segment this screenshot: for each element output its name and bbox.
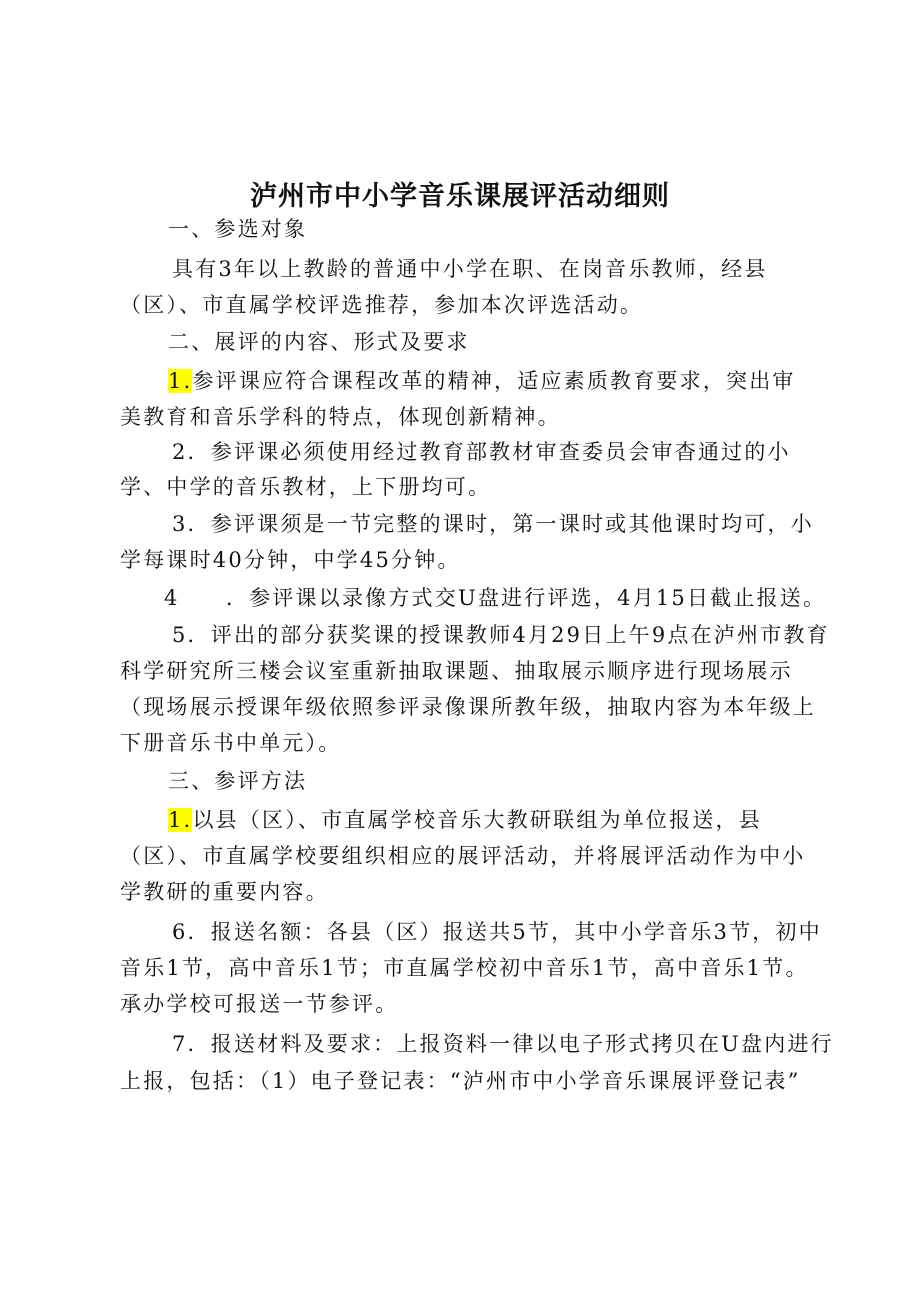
- paragraph-line: 音乐1节，高中音乐1节；市直属学校初中音乐1节，高中音乐1节。: [120, 956, 809, 980]
- paragraph-line: 下册音乐书中单元）。: [120, 731, 342, 755]
- paragraph-line: 5．评出的部分获奖课的授课教师4月29日上午9点在泸州市教育: [172, 623, 830, 647]
- paragraph-line: 具有3年以上教龄的普通中小学在职、在岗音乐教师，经县: [172, 257, 768, 281]
- paragraph-line: 上报，包括：（1）电子登记表：“泸州市中小学音乐课展评登记表”: [120, 1069, 801, 1093]
- section-heading-3: 三、参评方法: [168, 769, 308, 793]
- section-heading-1: 一、参选对象: [168, 217, 308, 241]
- paragraph-line: 6．报送名额：各县（区）报送共5节，其中小学音乐3节，初中: [172, 920, 822, 944]
- paragraph-line: 2．参评课必须使用经过教育部教材审查委员会审杳通过的小: [172, 440, 791, 464]
- highlighted-item-number: 1.: [168, 808, 193, 832]
- paragraph-line: 7．报送材料及要求：上报资料一律以电子形式拷贝在U盘内进行: [172, 1032, 834, 1056]
- paragraph-line: 科学研究所三楼会议室重新抽取课题、抽取展示顺序进行现场展示: [120, 659, 793, 683]
- paragraph-line: 3．参评课须是一节完整的课时，第一课时或其他课时均可，小: [172, 512, 814, 536]
- document-title: 泸州市中小学音乐课展评活动细则: [250, 181, 670, 212]
- highlighted-item-number: 1.: [168, 369, 193, 393]
- paragraph-line: （区）、市直属学校评选推荐，参加本次评选活动。: [120, 293, 644, 317]
- paragraph-line: 4 ．参评课以录像方式交U盘进行评选，4月15日截止报送。: [164, 586, 827, 610]
- paragraph-line: 学、中学的音乐教材，上下册均可。: [120, 475, 492, 499]
- paragraph-line-text: 参评课应符合课程改革的精神，适应素质教育要求，突出审: [192, 369, 796, 393]
- paragraph-line: [168, 366, 796, 396]
- paragraph-line-text: 以县（区）、市直属学校音乐大教研联组为单位报送，县: [192, 808, 762, 832]
- paragraph-line: （现场展示授课年级依照参评录像课所教年级，抽取内容为本年级上: [120, 695, 816, 719]
- paragraph-line: 学每课时40分钟，中学45分钟。: [120, 548, 461, 572]
- paragraph-line: （区）、市直属学校要组织相应的展评活动，并将展评活动作为中小: [120, 844, 806, 868]
- paragraph-line: 学教研的重要内容。: [120, 880, 329, 904]
- paragraph-line: 美教育和音乐学科的特点，体现创新精神。: [120, 405, 561, 429]
- paragraph-line: 承办学校可报送一节参评。: [120, 992, 399, 1016]
- paragraph-line: [168, 805, 762, 835]
- section-heading-2: 二、展评的内容、形式及要求: [168, 330, 470, 354]
